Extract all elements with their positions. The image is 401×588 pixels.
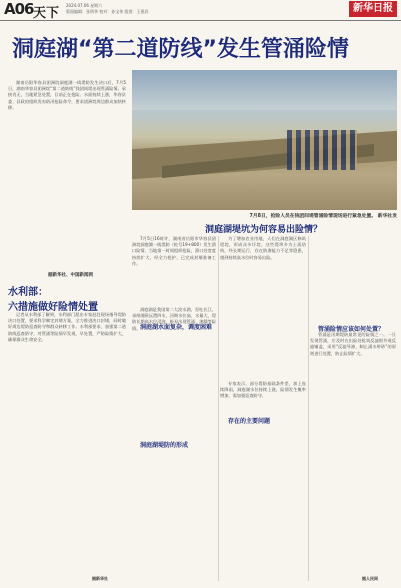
column-divider: [308, 236, 309, 581]
header-date: 2024.07.06 星期六: [66, 3, 103, 8]
column-3: [220, 236, 306, 576]
subhead-line-1: 水利部：: [8, 287, 48, 298]
subhead-piping-handling: 管涌险情应该如何处置？: [318, 326, 385, 333]
photo-sky: [132, 70, 397, 110]
news-photo: [132, 70, 397, 210]
col2-text: 7月5日16时许，湖南省岳阳市华容县团洲垸洞庭湖一线堤防（桩号19+800）发生溃口险情。当地第一时间组织抢险，溃口处宽度持续扩大，经全力抢护，已完成封堵准备工作。: [132, 236, 216, 266]
column-4: [310, 236, 396, 576]
photo-workers: [287, 130, 357, 170]
lead-text: 湖南岳阳华容县团洲垸洞庭湖一线堤防发生决口后，7月5日，湖南华容县团洲垸“第二道防线”钱团间堤出现管涌险情。承接肖无，当地紧急处置，目前正在抢险。水面持续上涨，华容县委、县政府组织发布防汛抢险命令，要求团洲垸周边群众加快转移。: [8, 80, 126, 110]
byline-3: 据人民网: [362, 576, 378, 581]
column-2: [132, 236, 216, 576]
water-ministry-column: [8, 312, 126, 588]
col4-text: 管涌是汛期堤防最常见的险情之一。一旦发现管涌，应及时在出险处抢筑反滤围井或反滤铺盖，采用“反滤导渗、制止涌水带砂”的原则进行处置，防止险情扩大。: [310, 332, 396, 356]
page-header: [0, 0, 401, 21]
col3-text: 为了增加农业用地，人们在洞庭湖区修筑堤垸，形成众多圩垸。这些堤坝多为土质结构，经长期运行，存在防渗能力不足等隐患，遇到持续高水位时容易出险。: [220, 236, 306, 260]
subhead-line-2: 六措施做好险情处置: [8, 302, 98, 313]
subhead-lake-complex: 洞庭湖水面复杂，调度困难: [140, 324, 213, 331]
subhead-water-ministry: [8, 283, 98, 313]
byline-2: 据新华社: [92, 576, 108, 581]
newspaper-logo: 新华日报: [349, 1, 397, 17]
byline-1: 据新华社、中国新闻网: [48, 273, 93, 278]
lead-column: [8, 80, 126, 270]
col3-text-b: 专家表示，部分堤防基础条件差，加上连续降雨，洞庭湖水位持续上涨，险情发生概率增加，需加强巡查防守。: [220, 380, 306, 399]
subhead-why-risky: 洞庭湖堤坑为何容易出险情？: [205, 225, 323, 235]
photo-caption: 7月8日，抢险人员在钱团间堤管涌险情现场进行紧急处置。 新华社发: [249, 214, 397, 219]
subhead-dike-formation: 洞庭湖堤防的形成: [140, 442, 189, 449]
water-ministry-text: 记者从水利部了解到，水利部门派出专家赶赴现场指导堤防决口处置，要求科学制定封堵方案，全力推进决口封堵，同时做好周边堤防巡查防守和群众转移工作。水利部要求，加强第二道防线巡查防守，对管涌等险情早发现、早处置，严防险情扩大，确保群众生命安全。: [8, 312, 126, 342]
headline: 洞庭湖“第二道防线”发生管涌险情: [12, 37, 349, 62]
column-divider: [218, 236, 219, 581]
section-title: 天下: [33, 6, 60, 21]
subhead-main-issues: 存在的主要问题: [228, 418, 271, 425]
col2-text-b: 洞庭湖是我国第二大淡水湖，吞吐长江，承纳湘资沅澧四水，汛期水位高、水量大，堤防长期高水位浸泡，极易出现管涌、渗漏等险情。: [132, 307, 216, 331]
page-number: A06: [4, 0, 34, 18]
header-editors: 版面编辑：张明华 校对：孙宝伟 组图：王建武: [66, 9, 149, 14]
